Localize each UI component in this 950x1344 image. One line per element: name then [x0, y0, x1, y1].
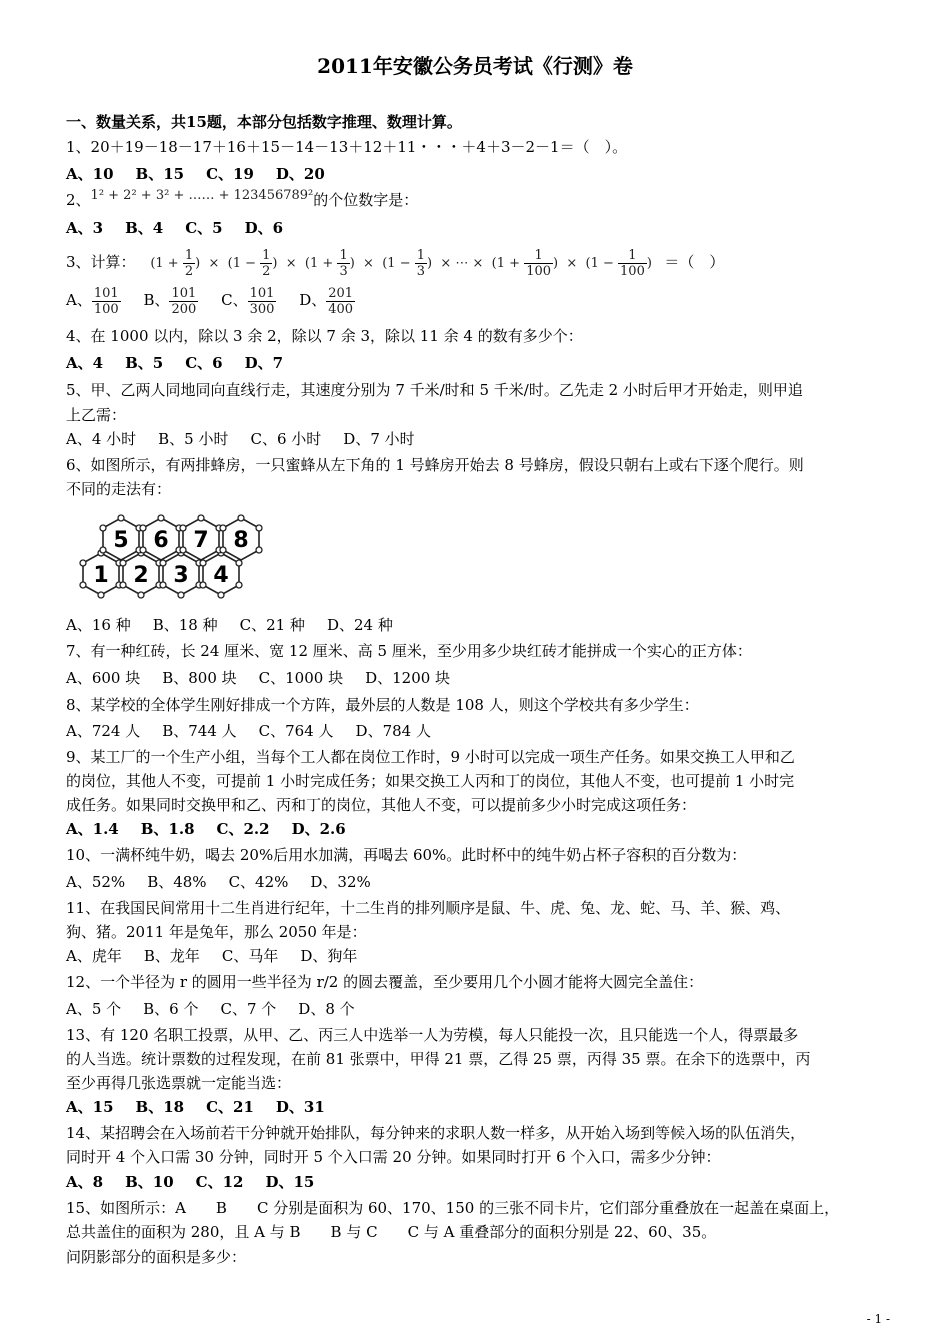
question-13-options: [66, 1097, 347, 1117]
option: D、15: [265, 1173, 315, 1191]
option: D、32%: [310, 873, 371, 891]
question-15-line2: 总共盖住的面积为 280，且 A 与 B B 与 C C 与 A 重叠部分的面积分别是 22、60、35。: [66, 1223, 717, 1241]
fraction: $\frac{1}{2}$: [262, 248, 271, 279]
question-9-line3: 成任务。如果同时交换甲和乙、丙和丁的岗位，其他人不变，可以提前多少小时完成这项任务：: [66, 796, 697, 814]
option: C、7 个: [220, 1000, 277, 1018]
option: A、15: [66, 1098, 114, 1116]
question-6-line2: 不同的走法有：: [66, 480, 172, 498]
option: B、18: [135, 1098, 185, 1116]
question-14-line1: 14、某招聘会在入场前若干分钟就开始排队，每分钟来的求职人数一样多，从开始入场到等候入场的队伍消失，: [66, 1124, 806, 1142]
option: C、12: [195, 1173, 244, 1191]
fraction: $\frac{101}{100}$: [93, 285, 119, 317]
option: C、764 人: [258, 722, 334, 740]
question-11-line1: 11、在我国民间常用十二生肖进行纪年，十二生肖的排列顺序是鼠、牛、虎、兔、龙、蛇、马、羊、猴、鸡、: [66, 899, 791, 917]
option: D、8 个: [298, 1000, 355, 1018]
question-3: 3、计算： (1 + $\frac{1}{2}$ ) × (1 − $\frac{1}{2}$ ) × (1 + $\frac{1}{3}$ ) × (1 − $\frac{1}{3}$ ) × ⋯ × (1 + $\frac{1}{100}$ ) × (1 − $\frac{1}{100}$ ) ＝（ ）: [66, 248, 725, 279]
fraction: $\frac{1}{100}$: [526, 248, 552, 279]
question-2-options: [66, 218, 305, 238]
option: A、1.4: [66, 820, 119, 838]
question-14-line2: 同时开 4 个入口需 30 分钟，同时开 5 个入口需 20 分钟。如果同时打开 6 个入口，需多少分钟：: [66, 1148, 721, 1166]
option: C、2.2: [216, 820, 270, 838]
question-12: 12、一个半径为 r 的圆用一些半径为 r/2 的圆去覆盖，至少要用几个小圆才能将大圆完全盖住：: [66, 973, 704, 991]
option: B、18 种: [152, 616, 218, 634]
option: D、784 人: [355, 722, 431, 740]
option: B、48%: [147, 873, 207, 891]
question-3-options: A、 $\frac{101}{100}$ B、 $\frac{101}{200}$ C、 $\frac{101}{300}$ D、 $\frac{201}{400}$: [66, 285, 354, 317]
option: B、龙年: [143, 947, 200, 965]
question-10: 10、一满杯纯牛奶，喝去 20%后用水加满，再喝去 60%。此时杯中的纯牛奶占杯子容积的百分数为：: [66, 846, 747, 864]
option: C、21: [206, 1098, 254, 1116]
cell-7: 7: [193, 528, 209, 553]
option: B、744 人: [162, 722, 237, 740]
question-6-options: [66, 615, 415, 635]
question-11-options: [66, 946, 379, 966]
question-9-line1: 9、某工厂的一个生产小组，当每个工人都在岗位工作时，9 小时可以完成一项生产任务。如果交换工人甲和乙: [66, 748, 795, 766]
question-10-options: [66, 872, 393, 892]
question-8-options: [66, 721, 453, 741]
option: C、6: [185, 354, 223, 372]
question-15-line1: 15、如图所示：A B C 分别是面积为 60、170、150 的三张不同卡片，它们部分重叠放在一起盖在桌面上，: [66, 1199, 840, 1217]
fraction: $\frac{101}{300}$: [249, 285, 275, 317]
option: A、4 小时: [66, 430, 137, 448]
option: A、3: [66, 219, 104, 237]
question-13-line3: 至少再得几张选票就一定能当选：: [66, 1074, 292, 1092]
honeycomb-diagram: [66, 508, 281, 608]
option: A、虎年: [66, 947, 122, 965]
question-15-line3: 问阴影部分的面积是多少：: [66, 1248, 247, 1266]
option: C、21 种: [239, 616, 305, 634]
question-14-options: [66, 1172, 336, 1192]
cell-2: 2: [133, 563, 149, 588]
option: A、52%: [66, 873, 126, 891]
option: B、1.8: [140, 820, 195, 838]
option: D、2.6: [291, 820, 346, 838]
option: C、5: [185, 219, 223, 237]
question-8: 8、某学校的全体学生刚好排成一个方阵，最外层的人数是 108 人，则这个学校共有多少学生：: [66, 696, 699, 714]
option: B、5 小时: [158, 430, 229, 448]
option: B、800 块: [162, 669, 237, 687]
fraction: $\frac{1}{2}$: [184, 248, 194, 279]
option: B、4: [125, 219, 164, 237]
option: C、6 小时: [250, 430, 322, 448]
question-4: 4、在 1000 以内，除以 3 余 2，除以 7 余 3，除以 11 余 4 的数有多少个：: [66, 327, 583, 345]
question-5-line2: 上乙需：: [66, 406, 127, 424]
option: D、7 小时: [343, 430, 415, 448]
cell-1: 1: [93, 563, 109, 588]
cell-3: 3: [173, 563, 189, 588]
cell-5: 5: [113, 528, 129, 553]
option: A、8: [66, 1173, 104, 1191]
question-4-options: [66, 353, 305, 373]
fraction: $\frac{1}{100}$: [620, 248, 645, 279]
question-9-line2: 的岗位，其他人不变，可提前 1 小时完成任务；如果交换工人丙和丁的岗位，其他人不变，也可提前 1 小时完: [66, 772, 795, 790]
option: C、19: [206, 165, 254, 183]
question-13-line2: 的人当选。统计票数的过程发现，在前 81 张票中，甲得 21 票，乙得 25 票，丙得 35 票。在余下的选票中，丙: [66, 1050, 811, 1068]
option: B、10: [125, 1173, 174, 1191]
cell-6: 6: [153, 528, 169, 553]
fraction: $\frac{201}{400}$: [328, 285, 354, 317]
fraction: $\frac{101}{200}$: [171, 285, 197, 317]
question-1-options: [66, 164, 347, 184]
option: A、724 人: [66, 722, 141, 740]
option: C、马年: [221, 947, 279, 965]
option: B、6 个: [143, 1000, 199, 1018]
section-heading: 一、数量关系，共15题，本部分包括数字推理、数理计算。: [66, 113, 462, 131]
question-7-options: [66, 668, 472, 688]
cell-8: 8: [233, 528, 249, 553]
option: D、24 种: [326, 616, 393, 634]
option: B、15: [135, 165, 185, 183]
page-title: 2011年安徽公务员考试《行测》卷: [317, 54, 633, 78]
page-number: - 1 -: [866, 1312, 890, 1326]
question-11-line2: 狗、猪。2011 年是兔年，那么 2050 年是：: [66, 923, 367, 941]
question-9-options: [66, 819, 368, 839]
question-5-options: [66, 429, 437, 449]
fraction: $\frac{1}{3}$: [416, 248, 426, 279]
option: C、1000 块: [258, 669, 344, 687]
option: D、1200 块: [365, 669, 451, 687]
sum-expression: 1² + 2² + 3² + …… + 123456789²: [90, 188, 314, 203]
question-7: 7、有一种红砖，长 24 厘米、宽 12 厘米、高 5 厘米，至少用多少块红砖才能拼成一个实心的正方体：: [66, 642, 752, 660]
option: A、10: [66, 165, 114, 183]
option: D、6: [244, 219, 284, 237]
question-1: 1、20＋19－18－17＋16＋15－14－13＋12＋11・・・＋4＋3－2－1＝（ ）。: [66, 138, 628, 156]
option: B、5: [125, 354, 164, 372]
option: D、7: [244, 354, 284, 372]
question-12-options: [66, 999, 377, 1019]
fraction: $\frac{1}{3}$: [339, 248, 348, 279]
option: A、4: [66, 354, 104, 372]
option: A、5 个: [66, 1000, 122, 1018]
question-5-line1: 5、甲、乙两人同地同向直线行走，其速度分别为 7 千米/时和 5 千米/时。乙先走 2 小时后甲才开始走，则甲追: [66, 381, 803, 399]
option: D、31: [275, 1098, 325, 1116]
question-13-line1: 13、有 120 名职工投票，从甲、乙、丙三人中选举一人为劳模，每人只能投一次，且只能选一个人，得票最多: [66, 1026, 799, 1044]
question-6-line1: 6、如图所示，有两排蜂房，一只蜜蜂从左下角的 1 号蜂房开始去 8 号蜂房，假设只朝右上或右下逐个爬行。则: [66, 456, 804, 474]
option: D、狗年: [300, 947, 358, 965]
option: D、20: [275, 165, 325, 183]
option: A、16 种: [66, 616, 131, 634]
cell-4: 4: [213, 563, 229, 588]
option: A、600 块: [66, 669, 141, 687]
question-2: 2、1² + 2² + 3² + …… + 123456789²的个位数字是：: [66, 188, 419, 209]
option: C、42%: [228, 873, 289, 891]
